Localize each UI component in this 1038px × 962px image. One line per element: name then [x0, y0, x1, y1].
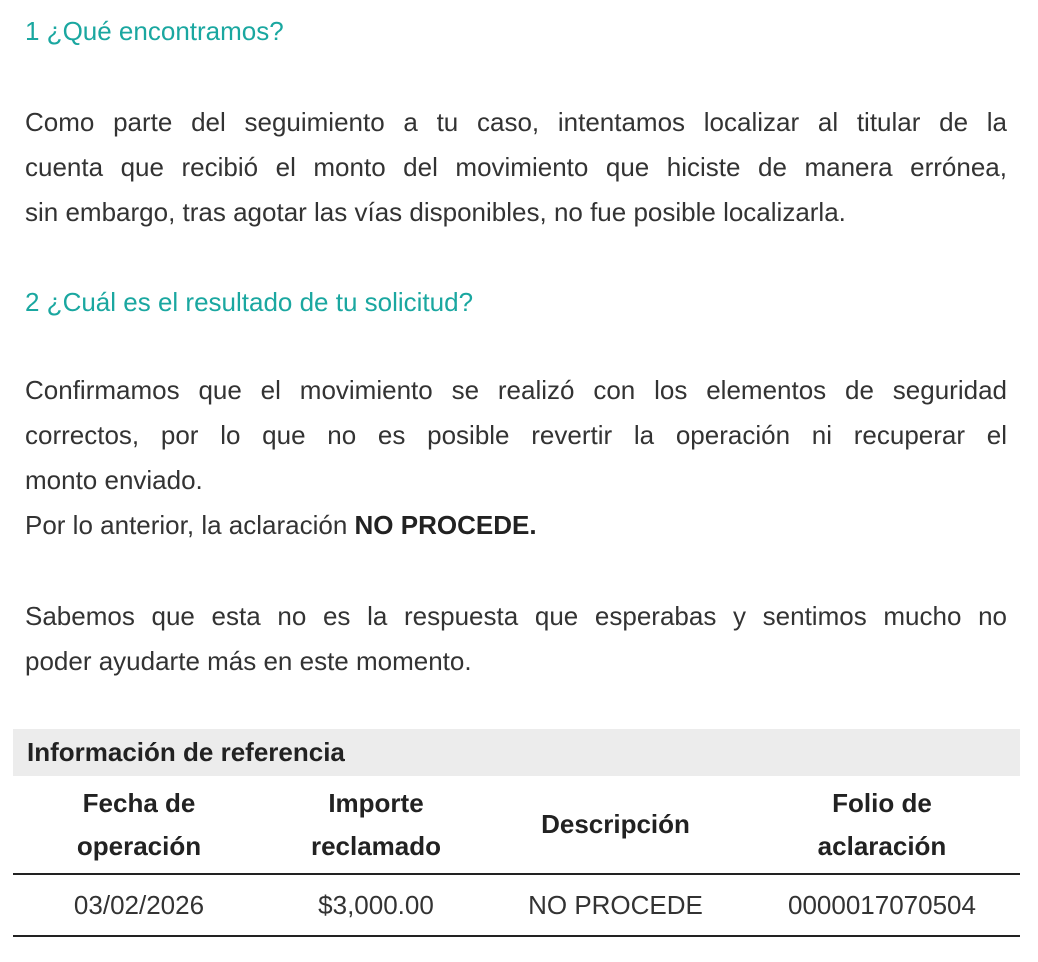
- section-1-heading: 1 ¿Qué encontramos?: [25, 16, 284, 46]
- header-text: Importe: [328, 787, 424, 818]
- header-text: Descripción: [541, 809, 690, 839]
- paragraph-line: correctos, por lo que no es posible revertir la operación ni recuperar el: [25, 420, 1007, 450]
- conclusion-line: [25, 503, 1007, 548]
- section-1-paragraph: [25, 100, 1007, 235]
- paragraph-line: Confirmamos que el movimiento se realizó con los elementos de seguridad: [25, 375, 1007, 405]
- header-fecha-operacion: [13, 776, 265, 874]
- paragraph-line: cuenta que recibió el monto del movimiento que hiciste de manera errónea,: [25, 152, 1007, 182]
- header-text: operación: [76, 830, 202, 861]
- header-text: aclaración: [817, 830, 947, 861]
- cell-importe: $3,000.00: [265, 874, 487, 936]
- reference-title: Información de referencia: [13, 729, 1020, 776]
- cell-descripcion: NO PROCEDE: [487, 874, 744, 936]
- paragraph-line: sin embargo, tras agotar las vías disponibles, no fue posible localizarla.: [25, 197, 846, 227]
- cell-folio: 0000017070504: [744, 874, 1020, 936]
- section-2-paragraph: [25, 368, 1007, 548]
- paragraph-line: Sabemos que esta no es la respuesta que esperabas y sentimos mucho no: [25, 601, 1007, 631]
- table-header-row: [13, 776, 1020, 874]
- paragraph-line: Como parte del seguimiento a tu caso, intentamos localizar al titular de la: [25, 107, 1007, 137]
- section-2-heading: 2 ¿Cuál es el resultado de tu solicitud?: [25, 287, 474, 317]
- header-importe-reclamado: [265, 776, 487, 874]
- reference-table: [13, 776, 1020, 937]
- closing-paragraph: [25, 594, 1007, 684]
- paragraph-line: poder ayudarte más en este momento.: [25, 646, 472, 676]
- conclusion-text: Por lo anterior, la aclaración: [25, 510, 355, 540]
- conclusion-result: NO PROCEDE.: [354, 510, 537, 540]
- header-text: reclamado: [310, 830, 442, 861]
- header-text: Fecha de: [82, 787, 196, 818]
- header-text: Folio de: [832, 787, 932, 818]
- table-row: [13, 874, 1020, 936]
- header-descripcion: [487, 776, 744, 874]
- cell-fecha: 03/02/2026: [13, 874, 265, 936]
- paragraph-line: monto enviado.: [25, 465, 203, 495]
- header-folio-aclaracion: [744, 776, 1020, 874]
